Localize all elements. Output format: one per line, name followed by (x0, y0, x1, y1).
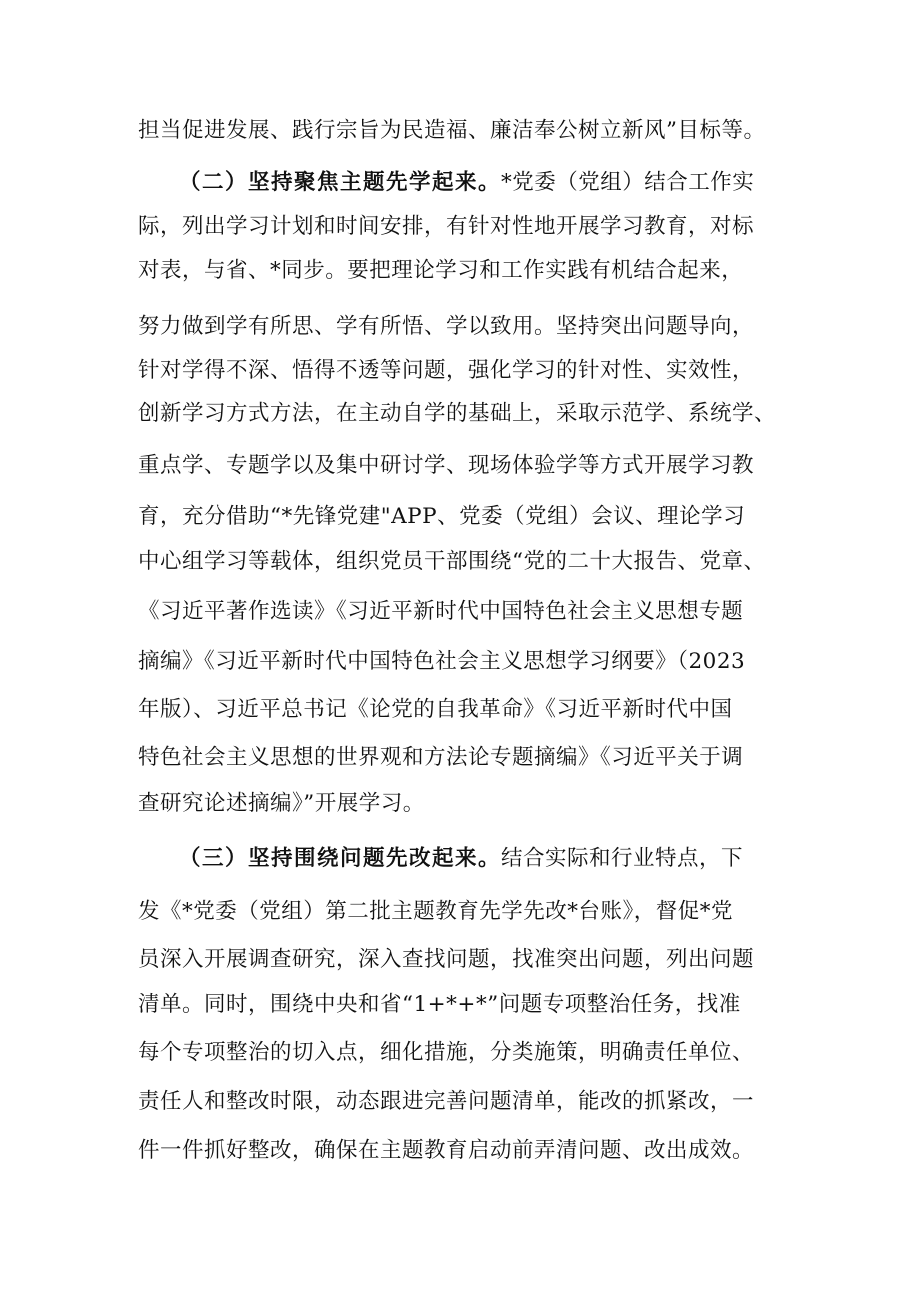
section-heading-line-2 (179, 166, 859, 200)
section-heading-3-text: 结合实际和行业特点，下 (501, 846, 744, 871)
text-line-11: 《习近平著作选读》《习近平新时代中国特色社会主义思想专题 (138, 599, 744, 624)
text-line-1: 担当促进发展、践行宗旨为民造福、廉洁奉公树立新风”目标等。 (138, 118, 766, 143)
text-line-13: 年版）、习近平总书记《论党的自我革命》《习近平新时代中国 (138, 697, 733, 722)
text-line-22: 件一件抓好整改，确保在主题教育启动前弄清问题、改出成效。 (138, 1138, 755, 1163)
section-heading-3: （三）坚持围绕问题先改起来。 (179, 846, 502, 871)
text-line-5: 努力做到学有所思、学有所悟、学以致用。坚持突出问题导向， (138, 314, 755, 339)
text-line-6: 针对学得不深、悟得不透等问题，强化学习的针对性、实效性， (138, 358, 755, 383)
text-line-3: 际，列出学习计划和时间安排，有针对性地开展学习教育，对标 (138, 214, 755, 239)
text-line-19: 清单。同时，围绕中央和省“1+*+*”问题专项整治任务，找准 (138, 992, 741, 1017)
text-line-14: 特色社会主义思想的世界观和方法论专题摘编》《习近平关于调 (138, 745, 744, 770)
text-line-8: 重点学、专题学以及集中研讨学、现场体验学等方式开展学习教 (138, 453, 755, 478)
section-heading-2-text: *党委（党组）结合工作实 (501, 170, 755, 195)
text-line-20: 每个专项整治的切入点，细化措施，分类施策，明确责任单位、 (138, 1040, 755, 1065)
text-line-12: 摘编》《习近平新时代中国特色社会主义思想学习纲要》（2023 (138, 649, 746, 674)
text-line-4: 对表，与省、*同步。要把理论学习和工作实践有机结合起来， (138, 258, 744, 283)
text-line-17: 发《*党委（党组）第二批主题教育先学先改*台账》，督促*党 (138, 899, 734, 924)
text-line-15: 查研究论述摘编》”开展学习。 (138, 791, 425, 816)
text-line-18: 员深入开展调查研究，深入查找问题，找准突出问题，列出问题 (138, 947, 755, 972)
section-heading-line-16 (179, 842, 859, 876)
text-line-10: 中心组学习等载体，组织党员干部围绕“党的二十大报告、党章、 (138, 549, 766, 574)
text-line-9: 育，充分借助“*先锋党建"APP、党委（党组）会议、理论学习 (138, 504, 746, 529)
section-heading-2: （二）坚持聚焦主题先学起来。 (179, 170, 502, 195)
text-line-7: 创新学习方式方法，在主动自学的基础上，采取示范学、系统学、 (138, 401, 777, 426)
text-line-21: 责任人和整改时限，动态跟进完善问题清单，能改的抓紧改，一 (138, 1089, 755, 1114)
